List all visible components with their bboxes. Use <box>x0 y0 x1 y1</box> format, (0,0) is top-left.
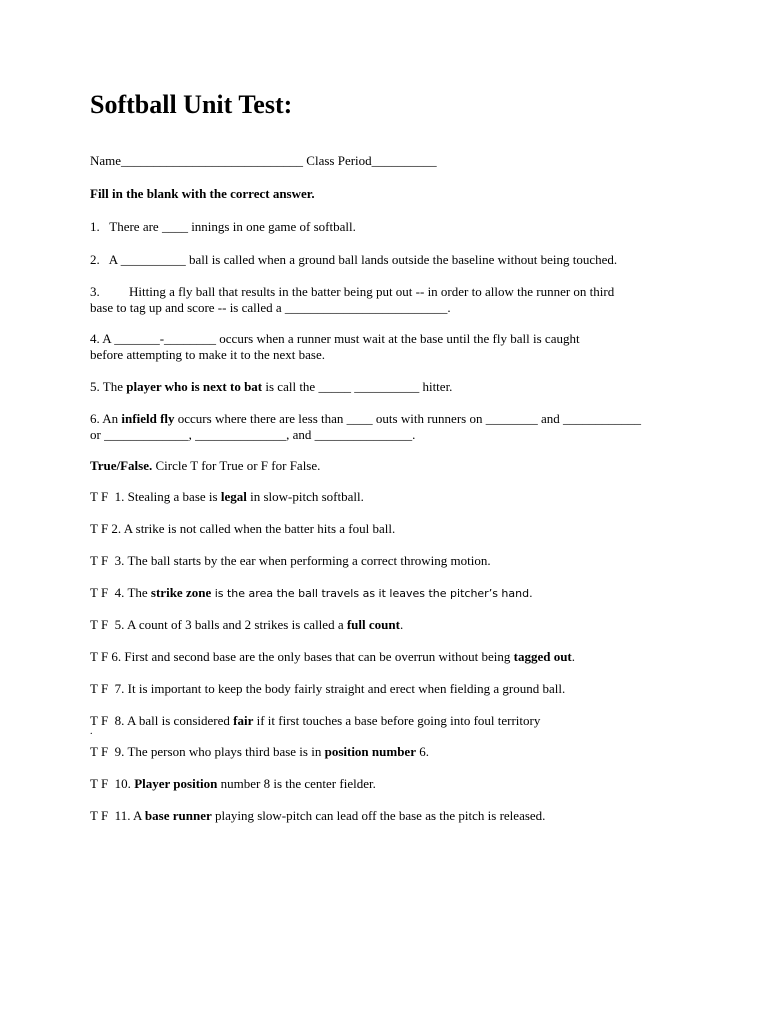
tf-question-8 <box>90 713 540 729</box>
question-6-line-1 <box>90 411 641 427</box>
question-3-line-1: 3. Hitting a fly ball that results in the batter being put out -- in order to allow the runner on third <box>90 284 615 299</box>
tf-1-bold: legal <box>220 489 247 504</box>
question-6-pre: 6. An <box>90 411 122 426</box>
tf-6-pre: T F 6. First and second base are the only bases that can be overrun without being <box>90 649 514 664</box>
tf-question-4 <box>90 585 533 602</box>
tf-question-7: T F 7. It is important to keep the body fairly straight and erect when fielding a ground ball. <box>90 681 566 696</box>
tf-10-post: number 8 is the center fielder. <box>217 776 376 791</box>
tf-question-5 <box>90 617 403 633</box>
tf-9-pre: T F 9. The person who plays third base is in <box>90 744 325 759</box>
true-false-heading-rest: Circle T for True or F for False. <box>152 458 321 473</box>
question-6-bold: infield fly <box>121 411 175 426</box>
tf-11-bold: base runner <box>144 808 212 823</box>
question-6-line-2: or _____________, ______________, and _______________. <box>90 427 416 442</box>
tf-question-10 <box>90 776 376 792</box>
tf-5-post: . <box>399 617 404 632</box>
tf-8-pre: T F 8. A ball is considered <box>90 713 234 728</box>
tf-question-2: T F 2. A strike is not called when the batter hits a foul ball. <box>90 521 396 536</box>
tf-11-pre: T F 11. A <box>90 808 145 823</box>
tf-4-pre: T F 4. The <box>90 585 151 600</box>
tf-1-post: in slow-pitch softball. <box>246 489 364 504</box>
tf-question-3: T F 3. The ball starts by the ear when performing a correct throwing motion. <box>90 553 491 568</box>
question-3-line-2: base to tag up and score -- is called a _________________________. <box>90 300 451 315</box>
question-2: 2. A __________ ball is called when a ground ball lands outside the baseline without being touched. <box>90 252 618 267</box>
tf-6-post: . <box>571 649 575 664</box>
tf-10-bold: Player position <box>134 776 218 791</box>
fill-in-heading: Fill in the blank with the correct answer. <box>90 186 315 201</box>
true-false-heading-bold: True/False. <box>90 458 153 473</box>
question-5-pre: 5. The <box>90 379 127 394</box>
true-false-heading <box>90 458 320 474</box>
tf-question-6 <box>90 649 575 665</box>
tf-question-8-stray-dot: . <box>90 726 93 737</box>
question-4-line-2: before attempting to make it to the next base. <box>90 347 326 362</box>
question-5-bold: player who is next to bat <box>126 379 263 394</box>
question-6-post: occurs where there are less than ____ outs with runners on ________ and ____________ <box>174 411 641 426</box>
page-title: Softball Unit Test: <box>90 90 293 119</box>
question-4-line-1: 4. A _______-________ occurs when a runner must wait at the base until the fly ball is caught <box>90 331 580 346</box>
tf-5-pre: T F 5. A count of 3 balls and 2 strikes is called a <box>90 617 347 632</box>
question-5 <box>90 379 452 395</box>
tf-5-bold: full count <box>346 617 400 632</box>
question-1: 1. There are ____ innings in one game of softball. <box>90 219 356 234</box>
tf-4-post: is the area the ball travels as it leaves the pitcher’s hand. <box>211 587 533 600</box>
tf-4-bold: strike zone <box>150 585 212 600</box>
tf-8-post: if it first touches a base before going into foul territory <box>253 713 541 728</box>
tf-8-bold: fair <box>233 713 254 728</box>
tf-question-1 <box>90 489 364 505</box>
tf-1-pre: T F 1. Stealing a base is <box>90 489 221 504</box>
name-class-period-line: Name____________________________ Class Period__________ <box>90 153 437 168</box>
tf-question-9 <box>90 744 429 760</box>
tf-11-post: playing slow-pitch can lead off the base as the pitch is released. <box>211 808 546 823</box>
tf-6-bold: tagged out <box>513 649 572 664</box>
tf-9-bold: position number <box>324 744 416 759</box>
tf-9-post: 6. <box>415 744 429 759</box>
question-5-post: is call the _____ __________ hitter. <box>262 379 453 394</box>
tf-10-pre: T F 10. <box>90 776 135 791</box>
tf-question-11 <box>90 808 545 824</box>
